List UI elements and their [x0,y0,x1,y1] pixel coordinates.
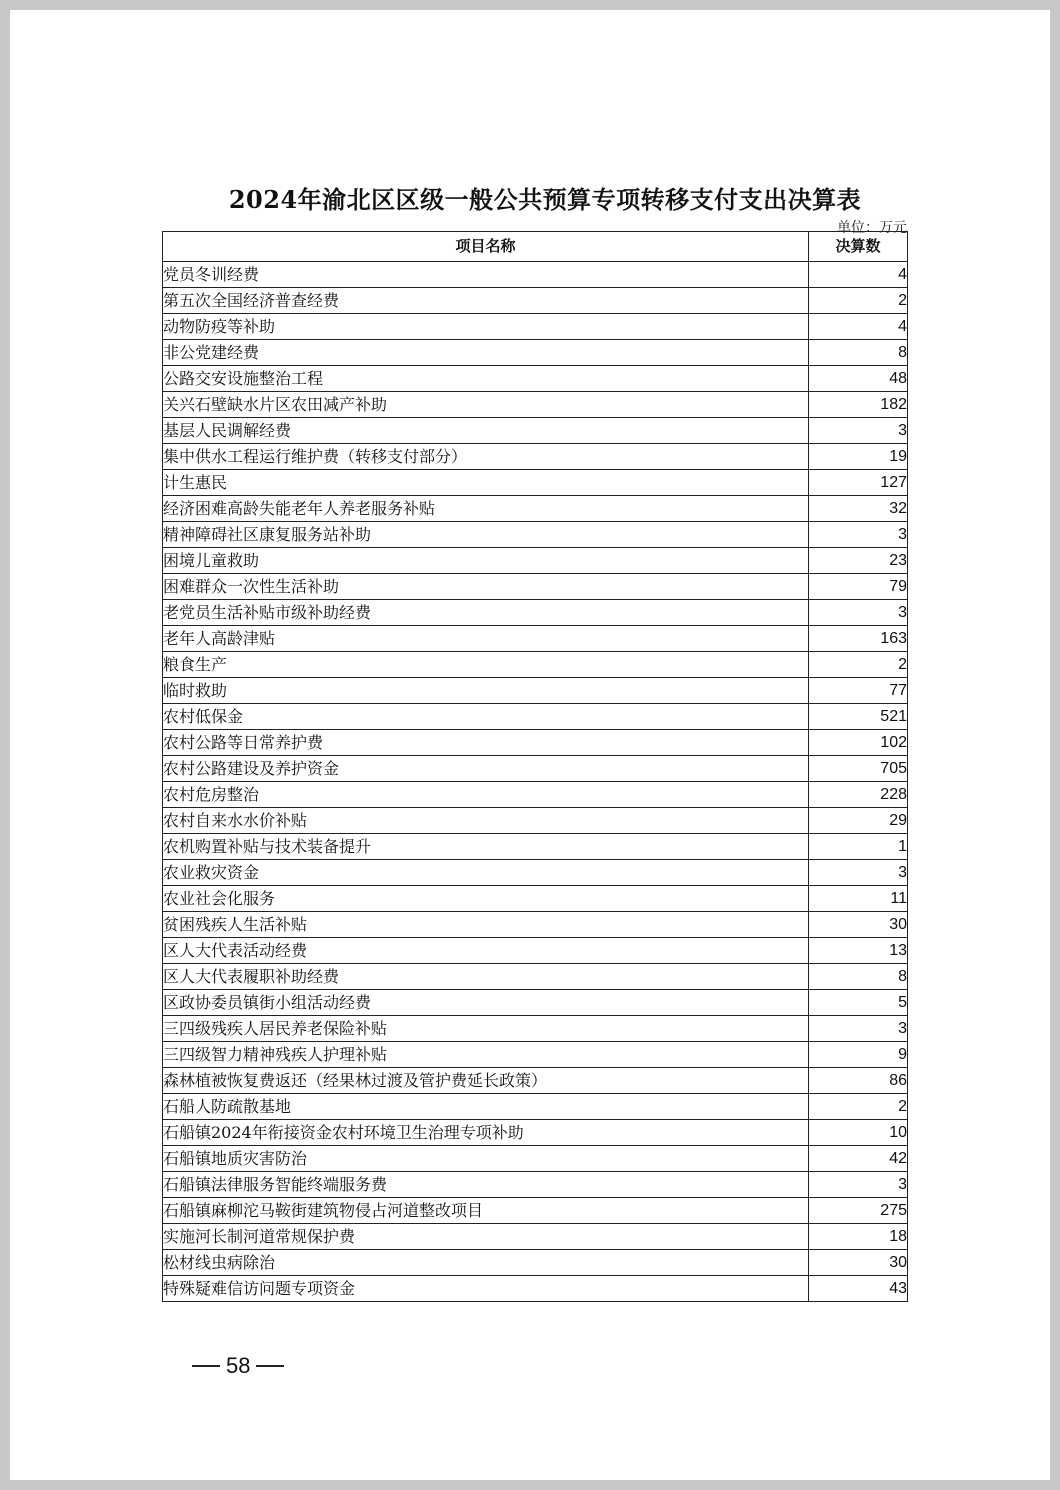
table-row [163,730,908,756]
project-name-cell: 老年人高龄津贴 [163,626,809,652]
unit-label: 单位：万元 [837,220,907,236]
final-amount-cell: 13 [809,938,908,964]
table-row [163,704,908,730]
final-amount-cell: 9 [809,1042,908,1068]
table-row [163,600,908,626]
project-name-cell: 贫困残疾人生活补贴 [163,912,809,938]
project-name-cell: 农村公路建设及养护资金 [163,756,809,782]
project-name-cell: 精神障碍社区康复服务站补助 [163,522,809,548]
final-amount-cell: 2 [809,652,908,678]
table-row [163,1146,908,1172]
table-body [163,262,908,1302]
table-row [163,1094,908,1120]
table-row [163,1224,908,1250]
table-row [163,990,908,1016]
table-row [163,808,908,834]
project-name-cell: 石船镇法律服务智能终端服务费 [163,1172,809,1198]
table-row [163,366,908,392]
table-row [163,340,908,366]
project-name-cell: 公路交安设施整治工程 [163,366,809,392]
final-amount-cell: 102 [809,730,908,756]
table-row [163,418,908,444]
table-row [163,938,908,964]
final-amount-cell: 42 [809,1146,908,1172]
table-row [163,262,908,288]
document-title: 2024年渝北区区级一般公共预算专项转移支付支出决算表 [228,185,862,214]
project-name-cell: 困境儿童救助 [163,548,809,574]
project-name-cell: 临时救助 [163,678,809,704]
project-name-cell: 党员冬训经费 [163,262,809,288]
project-name-cell: 计生惠民 [163,470,809,496]
project-name-cell: 农村危房整治 [163,782,809,808]
project-name-cell: 第五次全国经济普查经费 [163,288,809,314]
project-name-cell: 区人大代表活动经费 [163,938,809,964]
project-name-cell: 农业救灾资金 [163,860,809,886]
project-name-cell: 基层人民调解经费 [163,418,809,444]
final-amount-cell: 5 [809,990,908,1016]
project-name-cell: 石船镇2024年衔接资金农村环境卫生治理专项补助 [163,1120,809,1146]
table-row [163,782,908,808]
final-amount-cell: 48 [809,366,908,392]
project-name-cell: 动物防疫等补助 [163,314,809,340]
project-name-cell: 石船人防疏散基地 [163,1094,809,1120]
project-name-cell: 区人大代表履职补助经费 [163,964,809,990]
table-row [163,860,908,886]
table-row [163,1172,908,1198]
project-name-cell: 关兴石壁缺水片区农田减产补助 [163,392,809,418]
header-project-name: 项目名称 [163,232,809,262]
table-row [163,392,908,418]
final-amount-cell: 3 [809,860,908,886]
final-amount-cell: 228 [809,782,908,808]
final-amount-cell: 127 [809,470,908,496]
project-name-cell: 森林植被恢复费返还（经果林过渡及管护费延长政策） [163,1068,809,1094]
final-amount-cell: 521 [809,704,908,730]
table-row [163,756,908,782]
final-amount-cell: 23 [809,548,908,574]
project-name-cell: 三四级智力精神残疾人护理补贴 [163,1042,809,1068]
project-name-cell: 石船镇麻柳沱马鞍街建筑物侵占河道整改项目 [163,1198,809,1224]
table-row [163,1042,908,1068]
table-row [163,912,908,938]
final-amount-cell: 3 [809,522,908,548]
project-name-cell: 松材线虫病除治 [163,1250,809,1276]
final-amount-cell: 30 [809,1250,908,1276]
final-amount-cell: 4 [809,314,908,340]
header-final-amount: 决算数 [809,232,908,262]
table-row [163,288,908,314]
table-row [163,574,908,600]
final-amount-cell: 3 [809,1016,908,1042]
final-amount-cell: 29 [809,808,908,834]
budget-table [162,231,908,1302]
table-row [163,314,908,340]
footer-dash-left [192,1365,220,1367]
final-amount-cell: 8 [809,340,908,366]
table-row [163,652,908,678]
project-name-cell: 区政协委员镇街小组活动经费 [163,990,809,1016]
final-amount-cell: 8 [809,964,908,990]
project-name-cell: 农村公路等日常养护费 [163,730,809,756]
final-amount-cell: 275 [809,1198,908,1224]
table-header-row [163,232,908,262]
final-amount-cell: 4 [809,262,908,288]
final-amount-cell: 3 [809,1172,908,1198]
project-name-cell: 三四级残疾人居民养老保险补贴 [163,1016,809,1042]
final-amount-cell: 30 [809,912,908,938]
final-amount-cell: 163 [809,626,908,652]
final-amount-cell: 3 [809,418,908,444]
project-name-cell: 老党员生活补贴市级补助经费 [163,600,809,626]
table-row [163,444,908,470]
table-row [163,1250,908,1276]
table-row [163,522,908,548]
page-footer [186,1353,290,1379]
final-amount-cell: 86 [809,1068,908,1094]
final-amount-cell: 10 [809,1120,908,1146]
table-row [163,1120,908,1146]
project-name-cell: 困难群众一次性生活补助 [163,574,809,600]
table-row [163,1276,908,1302]
final-amount-cell: 79 [809,574,908,600]
page-number: 58 [226,1353,251,1378]
final-amount-cell: 2 [809,1094,908,1120]
table-row [163,678,908,704]
project-name-cell: 农业社会化服务 [163,886,809,912]
footer-dash-right [256,1365,284,1367]
project-name-cell: 集中供水工程运行维护费（转移支付部分） [163,444,809,470]
final-amount-cell: 2 [809,288,908,314]
final-amount-cell: 77 [809,678,908,704]
project-name-cell: 农机购置补贴与技术装备提升 [163,834,809,860]
table-row [163,1198,908,1224]
table-row [163,496,908,522]
final-amount-cell: 1 [809,834,908,860]
final-amount-cell: 705 [809,756,908,782]
final-amount-cell: 43 [809,1276,908,1302]
final-amount-cell: 3 [809,600,908,626]
document-page [10,10,1050,1480]
project-name-cell: 特殊疑难信访问题专项资金 [163,1276,809,1302]
project-name-cell: 农村自来水水价补贴 [163,808,809,834]
final-amount-cell: 19 [809,444,908,470]
project-name-cell: 农村低保金 [163,704,809,730]
table-row [163,834,908,860]
project-name-cell: 粮食生产 [163,652,809,678]
project-name-cell: 石船镇地质灾害防治 [163,1146,809,1172]
final-amount-cell: 11 [809,886,908,912]
table-row [163,626,908,652]
final-amount-cell: 32 [809,496,908,522]
final-amount-cell: 18 [809,1224,908,1250]
table-row [163,886,908,912]
table-row [163,470,908,496]
project-name-cell: 实施河长制河道常规保护费 [163,1224,809,1250]
table-row [163,1016,908,1042]
table-row [163,1068,908,1094]
project-name-cell: 经济困难高龄失能老年人养老服务补贴 [163,496,809,522]
project-name-cell: 非公党建经费 [163,340,809,366]
final-amount-cell: 182 [809,392,908,418]
table-row [163,548,908,574]
table-row [163,964,908,990]
